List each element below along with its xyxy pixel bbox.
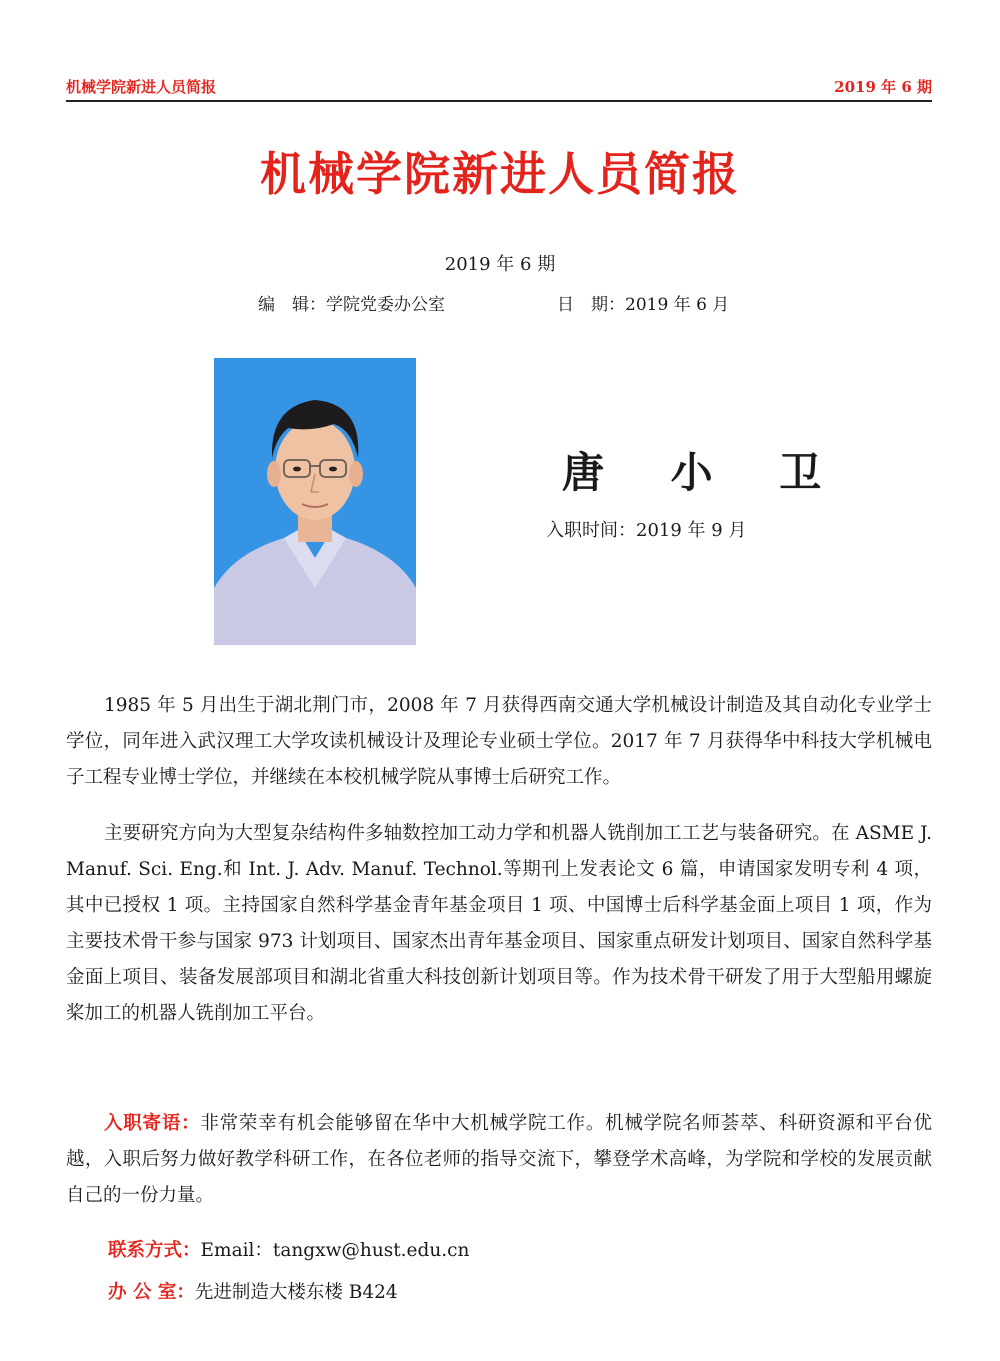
editor-value: 学院党委办公室	[326, 295, 445, 315]
office-label: 办 公 室：	[108, 1282, 195, 1303]
header-publication-name: 机械学院新进人员简报	[66, 78, 217, 96]
portrait-illustration	[214, 358, 416, 645]
editor-label: 编 辑：	[258, 295, 326, 315]
message-text: 非常荣幸有机会能够留在华中大机械学院工作。机械学院名师荟萃、科研资源和平台优越，入职后努力做好教学科研工作，在各位老师的指导交流下，攀登学术高峰，为学院和学校的发展贡献自己的一份力量。	[66, 1113, 932, 1206]
join-time: 入职时间：2019 年 9 月	[546, 520, 747, 541]
office-location: 先进制造大楼东楼 B424	[194, 1282, 398, 1303]
office-line	[108, 1278, 398, 1304]
message-label: 入职寄语：	[104, 1113, 201, 1134]
editor-line	[258, 290, 445, 315]
issue-number: 2019 年 6 期	[444, 254, 556, 275]
header-issue: 2019 年 6 期	[834, 78, 932, 96]
date-value: 2019 年 6 月	[625, 295, 730, 315]
page-title: 机械学院新进人员简报	[260, 147, 740, 201]
bio-paragraph-1-text: 1985 年 5 月出生于湖北荆门市，2008 年 7 月获得西南交通大学机械设计制造及其自动化专业学士学位，同年进入武汉理工大学攻读机械设计及理论专业硕士学位。2017 年 7 月获得华中科技大学机械电子工程专业博士学位，并继续在本校机械学院从事博士后研究工作。	[66, 695, 932, 788]
contact-label: 联系方式：	[108, 1240, 201, 1261]
contact-email-line	[108, 1236, 469, 1262]
bio-paragraph-1	[66, 688, 932, 796]
welcome-message	[66, 1106, 932, 1214]
portrait-photo	[214, 358, 416, 645]
email-address: Email：tangxw@hust.edu.cn	[200, 1240, 470, 1261]
date-label: 日 期：	[557, 295, 625, 315]
bio-paragraph-2	[66, 816, 932, 1032]
bio-paragraph-2-text: 主要研究方向为大型复杂结构件多轴数控加工动力学和机器人铣削加工工艺与装备研究。在 ASME J. Manuf. Sci. Eng.和 Int. J. Adv. Manuf. Technol.等期刊上发表论文 6 篇，申请国家发明专利 4 项，其中已授权 1 项。主持国家自然科学基金青年基金项目 1 项、中国博士后科学基金面上项目 1 项，作为主要技术骨干参与国家 973 计划项目、国家杰出青年基金项目、国家重点研发计划项目、国家自然科学基金面上项目、装备发展部项目和湖北省重大科技创新计划项目等。作为技术骨干研发了用于大型船用螺旋桨加工的机器人铣削加工平台。	[66, 823, 932, 1024]
date-line	[557, 290, 729, 315]
person-name: 唐 小 卫	[562, 448, 848, 497]
running-header	[66, 74, 932, 102]
